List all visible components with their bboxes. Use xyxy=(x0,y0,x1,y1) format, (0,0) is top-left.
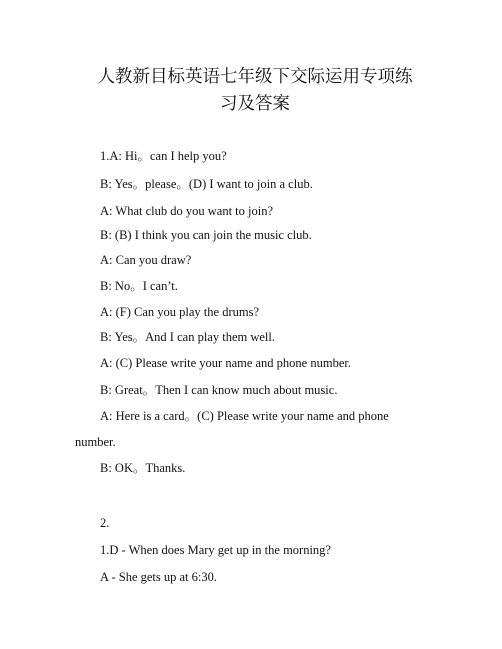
dialogue-line: A: Here is a card。(C) Please write your name and phone xyxy=(100,409,389,423)
dialogue-line: 1.A: Hi。can I help you? xyxy=(100,149,227,163)
dialogue-line: B: OK。Thanks. xyxy=(100,461,186,475)
dialogue-line: A: Can you draw? xyxy=(100,253,192,267)
dialogue-line: B: Great。Then I can know much about music. xyxy=(100,383,338,397)
document-title-line-1: 人教新目标英语七年级下交际运用专项练 xyxy=(97,67,413,87)
dialogue-line: A: (C) Please write your name and phone number. xyxy=(100,356,351,370)
dialogue-line: B: Yes。And I can play them well. xyxy=(100,330,275,344)
dialogue-line: B: No。I can’t. xyxy=(100,279,178,293)
dialogue-line: B: (B) I think you can join the music club. xyxy=(100,228,312,242)
document-title-line-2: 习及答案 xyxy=(220,94,290,114)
dialogue-line: A: (F) Can you play the drums? xyxy=(100,305,260,319)
dialogue-line: B: Yes。please。(D) I want to join a club. xyxy=(100,177,313,191)
section-number: 2. xyxy=(100,516,110,530)
dialogue-line-continued: number. xyxy=(75,435,116,449)
question-line: A - She gets up at 6:30. xyxy=(100,570,218,584)
dialogue-line: A: What club do you want to join? xyxy=(100,204,274,218)
question-line: 1.D - When does Mary get up in the morning? xyxy=(100,543,331,557)
